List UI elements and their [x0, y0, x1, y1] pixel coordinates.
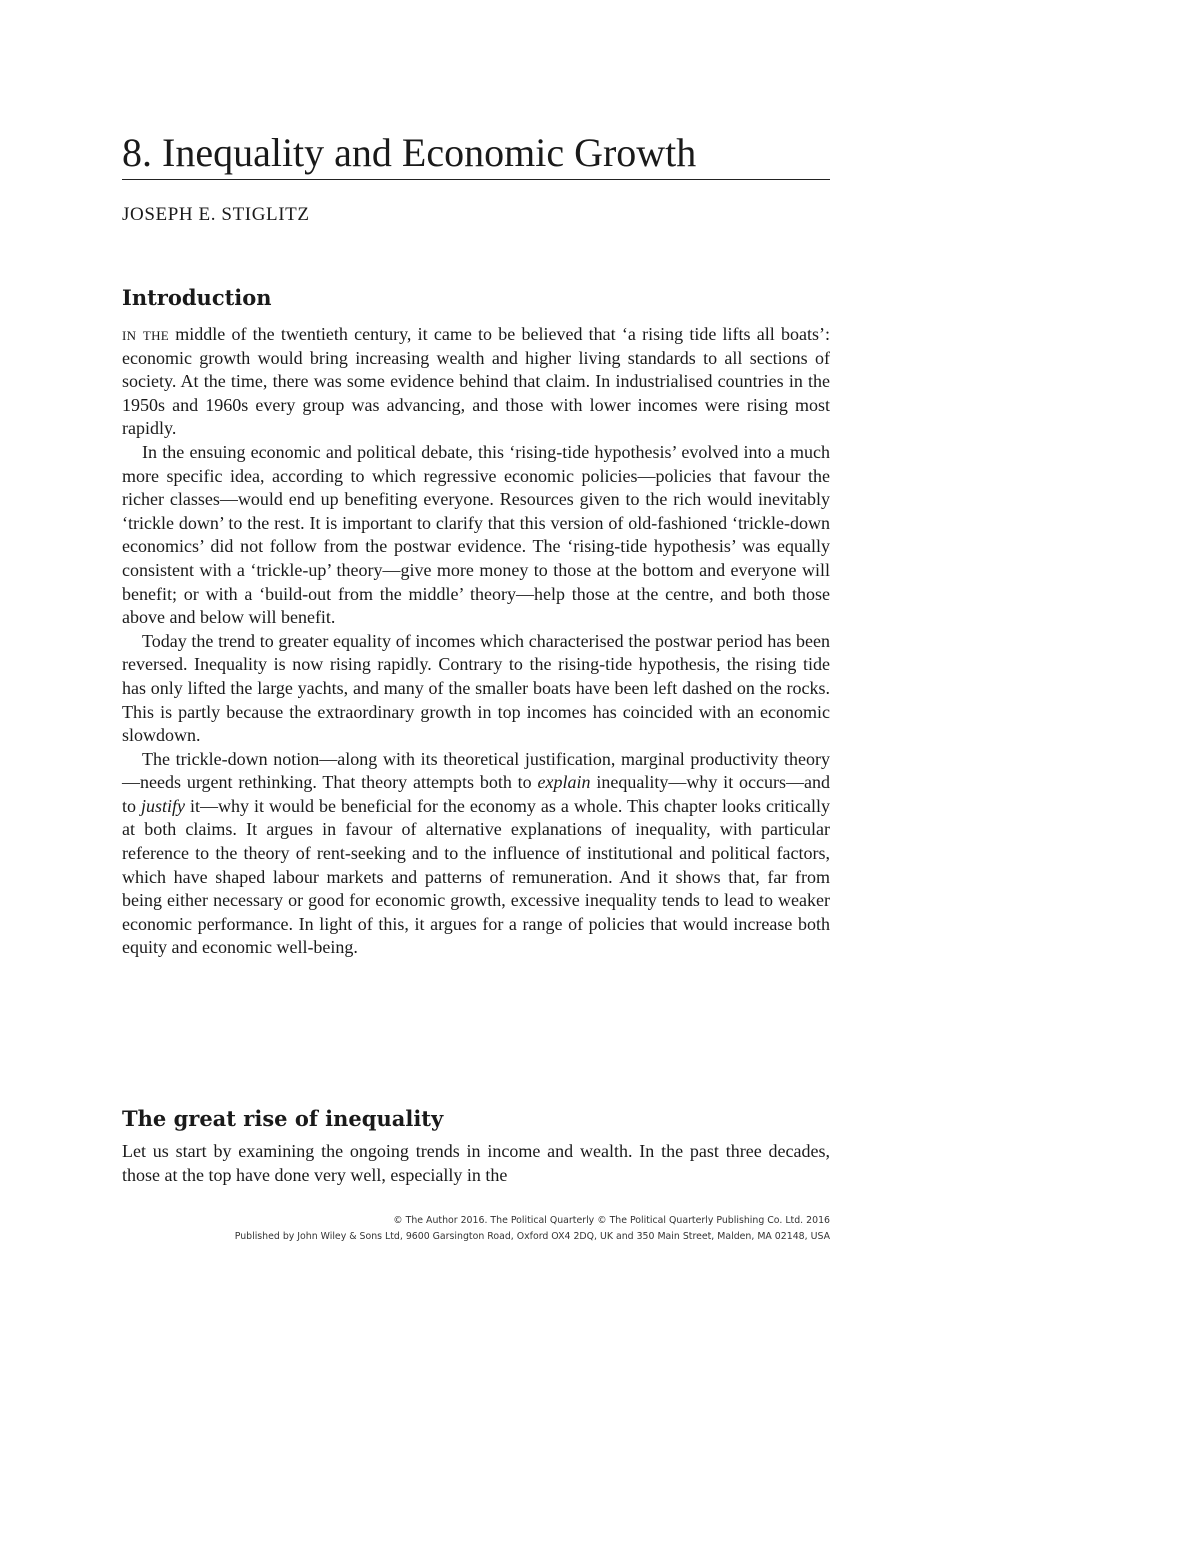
intro-paragraph-4-part-a: The trickle-down notion—along with its theoretical justification, marginal productivity theory—needs urgent rethinking. That theory attempts both to: [122, 748, 830, 793]
chapter-title: 8. Inequality and Economic Growth: [122, 130, 697, 175]
copyright-footer: [122, 1213, 830, 1245]
intro-lead-in: in the: [122, 324, 170, 344]
emphasis-explain: explain: [537, 772, 591, 793]
section-heading-rise-of-inequality: The great rise of inequality: [122, 1106, 444, 1131]
emphasis-justify: justify: [141, 795, 185, 816]
rise-of-inequality-body: [122, 1140, 830, 1187]
intro-paragraph-2: In the ensuing economic and political debate, this ‘rising-tide hypothesis’ evolved into a much more specific idea, according to which regressive economic policies—policies that favour the richer classes—would end up benefiting everyone. Resources given to the rich would inevitably ‘trickle down’ to the rest. It is important to clarify that this version of old-fashioned ‘trickle-down economics’ did not follow from the postwar evidence. The ‘rising-tide hypothesis’ was equally consistent with a ‘trickle-up’ theory—give more money to those at the bottom and everyone will benefit; or with a ‘build-out from the middle’ theory—help those at the centre, and both those above and below will benefit.: [122, 441, 830, 628]
intro-paragraph-4-part-c: it—why it would be beneficial for the economy as a whole. This chapter looks critically at both claims. It argues in favour of alternative explanations of inequality, with particular reference to the theory of rent-seeking and to the influence of institutional and political factors, which have shaped labour markets and patterns of remuneration. And it shows that, far from being either necessary or good for economic growth, excessive inequality tends to lead to weaker economic performance. In light of this, it argues for a range of policies that would increase both equity and economic well-being.: [122, 795, 830, 958]
section-heading-introduction: Introduction: [122, 285, 272, 310]
copyright-line: © The Author 2016. The Political Quarterly © The Political Quarterly Publishing Co. Ltd. 2016: [393, 1215, 830, 1226]
introduction-body: [122, 323, 830, 960]
intro-paragraph-1-text: middle of the twentieth century, it came to be believed that ‘a rising tide lifts all boats’: economic growth would bring increasing wealth and higher living standards to all sections of society. At the time, there was some evidence behind that claim. In industrialised countries in the 1950s and 1960s every group was advancing, and those with lower incomes were rising most rapidly.: [122, 324, 830, 439]
intro-paragraph-4: [122, 748, 830, 960]
title-rule: [122, 179, 830, 180]
author-name: JOSEPH E. STIGLITZ: [122, 204, 310, 225]
intro-paragraph-4-part-b: inequality—why it occurs—and to: [122, 772, 831, 816]
rise-paragraph-1: Let us start by examining the ongoing trends in income and wealth. In the past three decades, those at the top have done very well, especially in the: [122, 1141, 830, 1185]
publisher-line: Published by John Wiley & Sons Ltd, 9600 Garsington Road, Oxford OX4 2DQ, UK and 350 Main Street, Malden, MA 02148, USA: [234, 1231, 830, 1242]
intro-paragraph-3: Today the trend to greater equality of incomes which characterised the postwar period has been reversed. Inequality is now rising rapidly. Contrary to the rising-tide hypothesis, the rising tide has only lifted the large yachts, and many of the smaller boats have been left dashed on the rocks. This is partly because the extraordinary growth in top incomes has coincided with an economic slowdown.: [122, 630, 830, 746]
intro-paragraph-1: [122, 323, 830, 441]
